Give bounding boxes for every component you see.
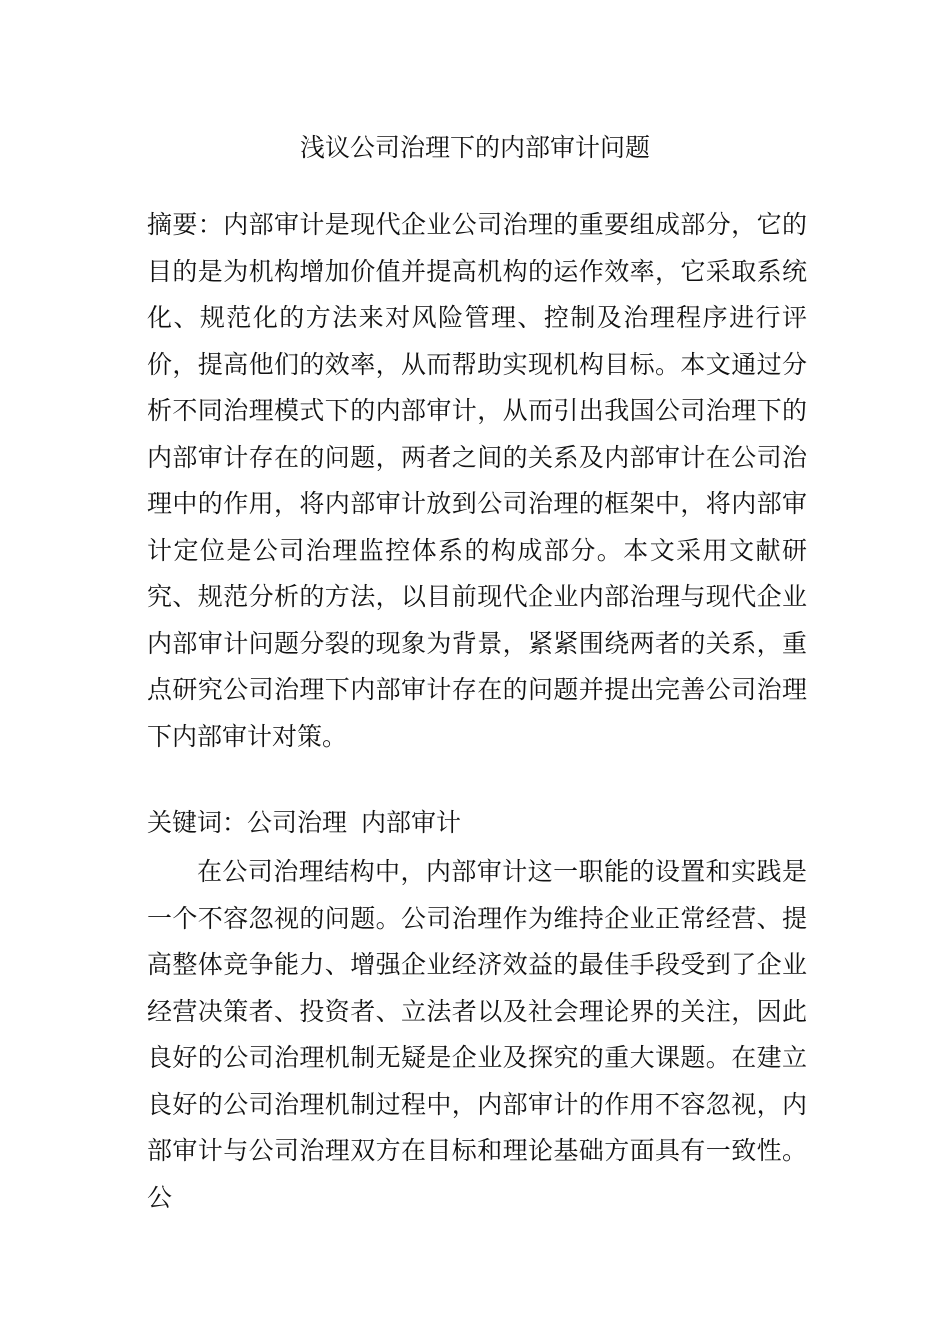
keywords-line [147,800,807,847]
keyword-item: 公司治理 [247,808,348,837]
body-paragraph: 在公司治理结构中，内部审计这一职能的设置和实践是一个不容忽视的问题。公司治理作为维持企业正常经营、提高整体竞争能力、增强企业经济效益的最佳手段受到了企业经营决策者、投资者、立法者以及社会理论界的关注，因此良好的公司治理机制无疑是企业及探究的重大课题。在建立良好的公司治理机制过程中，内部审计的作用不容忽视，内部审计与公司治理双方在目标和理论基础方面具有一致性。公 [147,857,807,1212]
document-title: 浅议公司治理下的内部审计问题 [299,133,650,162]
keywords-label: 关键词： [147,808,248,837]
abstract-text: 内部审计是现代企业公司治理的重要组成部分，它的目的是为机构增加价值并提高机构的运作效率，它采取系统化、规范化的方法来对风险管理、控制及治理程序进行评价，提高他们的效率，从而帮助实现机构目标。本文通过分析不同治理模式下的内部审计，从而引出我国公司治理下的内部审计存在的问题，两者之间的关系及内部审计在公司治理中的作用，将内部审计放到公司治理的框架中，将内部审计定位是公司治理监控体系的构成部分。本文采用文献研究、规范分析的方法，以目前现代企业内部治理与现代企业内部审计问题分裂的现象为背景，紧紧围绕两者的关系，重点研究公司治理下内部审计存在的问题并提出完善公司治理下内部审计对策。 [147,210,807,751]
abstract-label: 摘要： [147,210,224,239]
abstract-block [147,202,807,760]
keyword-item: 内部审计 [361,808,462,837]
